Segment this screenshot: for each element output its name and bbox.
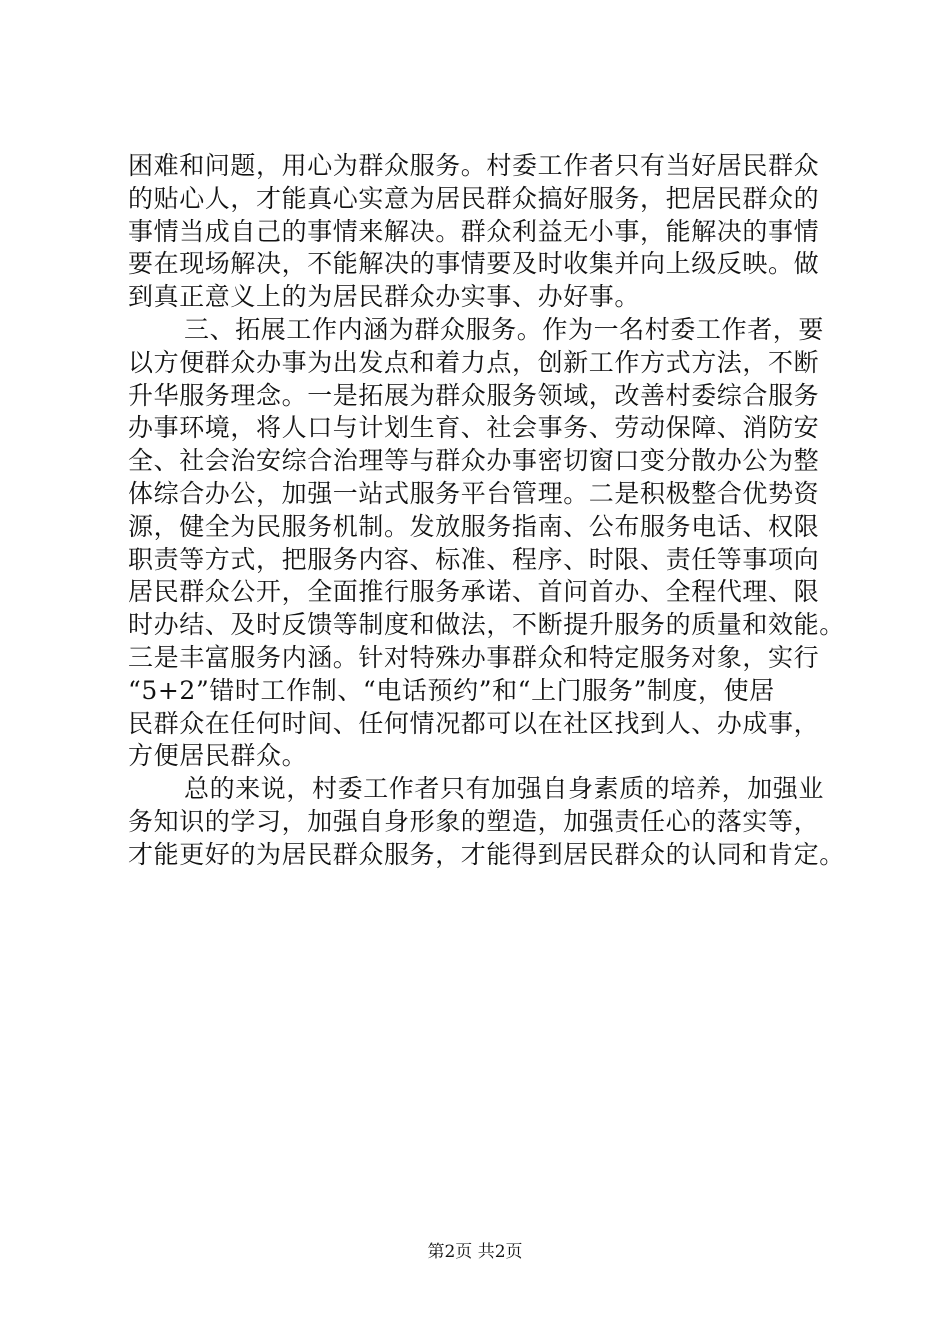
paragraph-1 (128, 150, 828, 314)
text-line: 务知识的学习，加强自身形象的塑造，加强责任心的落实等， (128, 806, 820, 836)
text-line: 升华服务理念。一是拓展为群众服务领域，改善村委综合服务 (128, 380, 820, 410)
text-line: 源，健全为民服务机制。发放服务指南、公布服务电话、权限 (128, 511, 820, 541)
paragraph-2 (128, 314, 845, 773)
text-line: 民群众在任何时间、任何情况都可以在社区找到人、办成事， (128, 708, 820, 738)
text-line: 以方便群众办事为出发点和着力点，创新工作方式方法，不断 (128, 347, 820, 377)
page-number: 第2页 共2页 (427, 1242, 523, 1262)
text-line: 职责等方式，把服务内容、标准、程序、时限、责任等事项向 (128, 544, 820, 574)
text-line: 总的来说，村委工作者只有加强自身素质的培养，加强业 (184, 774, 825, 804)
text-line: 方便居民群众。 (128, 741, 308, 771)
text-line: 要在现场解决，不能解决的事情要及时收集并向上级反映。做 (128, 249, 820, 279)
text-line: 三、拓展工作内涵为群众服务。作为一名村委工作者，要 (184, 314, 825, 344)
text-line: 全、社会治安综合治理等与群众办事密切窗口变分散办公为整 (128, 446, 820, 476)
text-line: 时办结、及时反馈等制度和做法，不断提升服务的质量和效能。 (128, 610, 845, 640)
paragraph-3 (128, 773, 845, 871)
text-line: 事情当成自己的事情来解决。群众利益无小事，能解决的事情 (128, 216, 820, 246)
text-line: 办事环境，将人口与计划生育、社会事务、劳动保障、消防安 (128, 413, 820, 443)
document-body (128, 150, 845, 872)
text-line: 居民群众公开，全面推行服务承诺、首问首办、全程代理、限 (128, 577, 820, 607)
text-line: 困难和问题，用心为群众服务。村委工作者只有当好居民群众 (128, 151, 820, 180)
text-line: 体综合办公，加强一站式服务平台管理。二是积极整合优势资 (128, 478, 820, 508)
text-line: 三是丰富服务内涵。针对特殊办事群众和特定服务对象，实行 (128, 642, 820, 672)
text-line: 的贴心人，才能真心实意为居民群众搞好服务，把居民群众的 (128, 183, 820, 213)
text-line: “5+2”错时工作制、“电话预约”和“上门服务”制度，使居 (128, 675, 775, 705)
text-line: 到真正意义上的为居民群众办实事、办好事。 (128, 282, 641, 312)
text-line: 才能更好的为居民群众服务，才能得到居民群众的认同和肯定。 (128, 839, 845, 869)
